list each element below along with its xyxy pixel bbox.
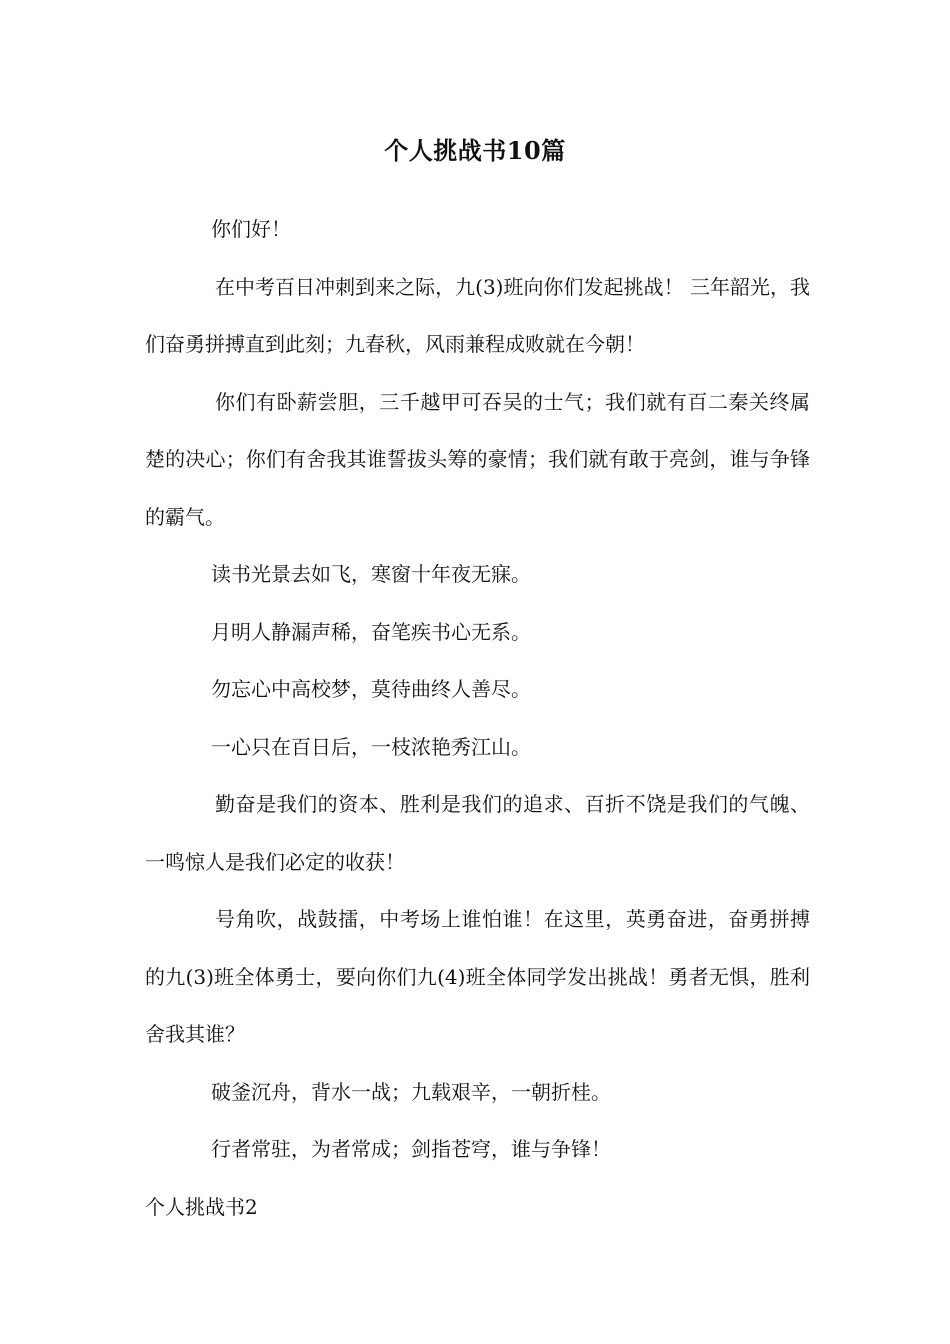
- paragraph: 勤奋是我们的资本、胜利是我们的追求、百折不饶是我们的气魄、一鸣惊人是我们必定的收获！: [145, 792, 810, 874]
- paragraph: 在中考百日冲刺到来之际，九(3)班向你们发起挑战！ 三年韶光，我们奋勇拼搏直到此刻；九春秋，风雨兼程成败就在今朝！: [145, 274, 810, 356]
- paragraph: 你们有卧薪尝胆，三千越甲可吞吴的士气；我们就有百二秦关终属楚的决心；你们有舍我其谁誓拔头筹的豪情；我们就有敢于亮剑，谁与争锋的霸气。: [145, 389, 810, 529]
- paragraph-poem-line: 一心只在百日后，一枝浓艳秀江山。: [211, 734, 531, 759]
- paragraph: 号角吹，战鼓擂，中考场上谁怕谁！在这里，英勇奋进，奋勇拼搏的九(3)班全体勇士，要向你们九(4)班全体同学发出挑战！勇者无惧，胜利舍我其谁？: [145, 907, 810, 1046]
- paragraph: 行者常驻，为者常成；剑指苍穹，谁与争锋！: [211, 1137, 611, 1161]
- paragraph: 破釜沉舟，背水一战；九载艰辛，一朝折桂。: [211, 1079, 611, 1104]
- paragraph-poem-line: 月明人静漏声稀，奋笔疾书心无系。: [211, 619, 531, 644]
- document-title: 个人挑战书10篇: [384, 136, 566, 165]
- paragraph-greeting: 你们好！: [211, 217, 291, 241]
- paragraph-poem-line: 读书光景去如飞，寒窗十年夜无寐。: [211, 562, 531, 586]
- document-body: [145, 201, 810, 1236]
- paragraph-poem-line: 勿忘心中高校梦，莫待曲终人善尽。: [211, 677, 531, 701]
- section-heading: 个人挑战书2: [145, 1194, 258, 1219]
